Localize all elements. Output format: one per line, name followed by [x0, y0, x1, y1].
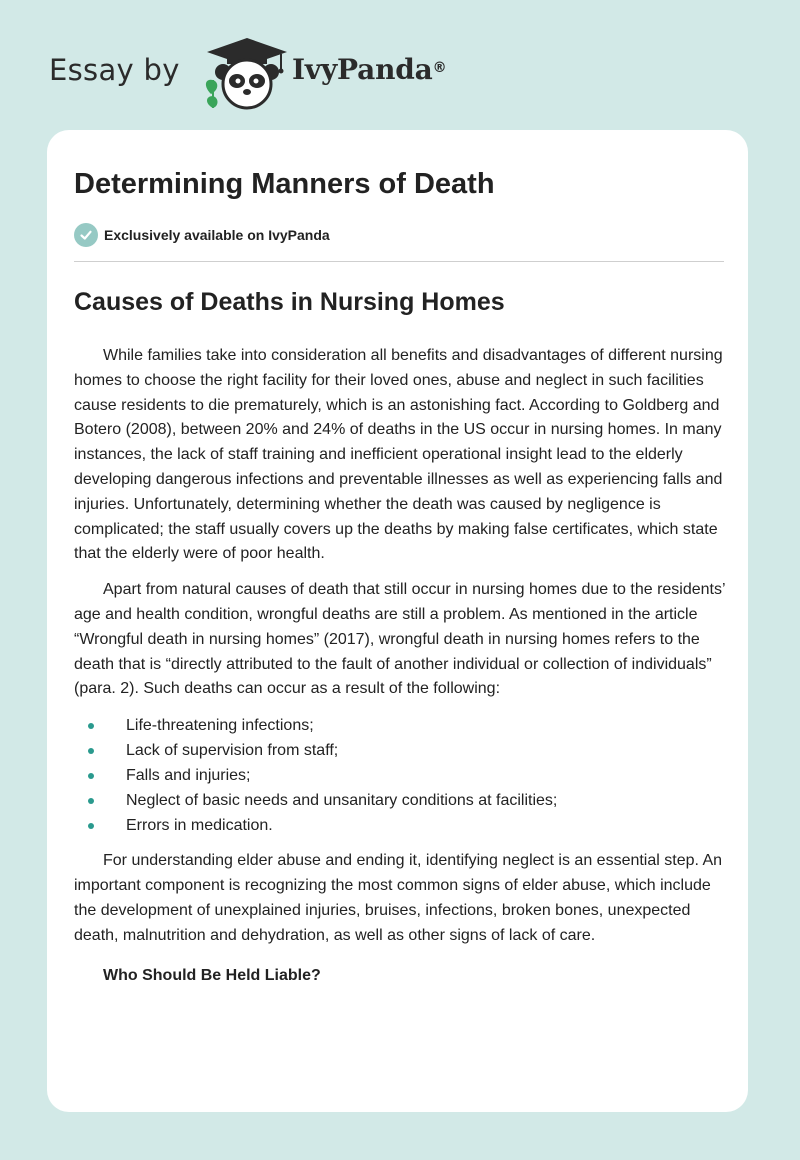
exclusive-badge: [74, 222, 330, 248]
brand-name-text: IvyPanda: [292, 53, 433, 86]
divider: [74, 261, 724, 262]
subheading: Who Should Be Held Liable?: [103, 967, 321, 985]
list-item: [74, 738, 726, 763]
section-heading: Causes of Deaths in Nursing Homes: [74, 288, 505, 316]
registered-mark: ®: [432, 60, 447, 76]
list-item-text: Life-threatening infections;: [126, 717, 314, 735]
article-body: [74, 344, 726, 989]
check-circle-icon: [74, 223, 98, 247]
bullet-icon: [88, 748, 94, 754]
bullet-icon: [88, 773, 94, 779]
bullet-list: [74, 713, 726, 838]
essay-card: [47, 130, 748, 1112]
list-item-text: Errors in medication.: [126, 817, 273, 835]
brand-prefix: Essay by: [49, 53, 180, 87]
list-item-text: Falls and injuries;: [126, 767, 251, 785]
site-header: [0, 0, 800, 130]
list-item: [74, 713, 726, 738]
paragraph: Apart from natural causes of death that still occur in nursing homes due to the residents’ age and health condition, wrongful deaths are still a problem. As mentioned in the article “Wrongful death in nursing homes” (2017), wrongful death in nursing homes refers to the death that is “directly attributed to the fault of another individual or collection of individuals” (para. 2). Such deaths can occur as a result of the following:: [74, 581, 725, 698]
bullet-icon: [88, 798, 94, 804]
paragraph: While families take into consideration all benefits and disadvantages of different nursing homes to choose the right facility for their loved ones, abuse and neglect in such facilities cause residents to die prematurely, which is an astonishing fact. According to Goldberg and Botero (2008), between 20% and 24% of deaths in the US occur in nursing homes. In many instances, the lack of staff training and inefficient operational insight lead to the elderly developing dangerous infections and preventable illnesses as well as experiencing falls and injuries. Unfortunately, determining whether the death was caused by negligence is complicated; the staff usually covers up the deaths by making false certificates, which state that the elderly were of poor health.: [74, 347, 723, 563]
bullet-icon: [88, 823, 94, 829]
list-item-text: Lack of supervision from staff;: [126, 742, 339, 760]
bullet-icon: [88, 723, 94, 729]
list-item-text: Neglect of basic needs and unsanitary conditions at facilities;: [126, 792, 558, 810]
brand-name[interactable]: [292, 52, 446, 88]
list-item: [74, 788, 726, 813]
list-item: [74, 763, 726, 788]
exclusive-label: Exclusively available on IvyPanda: [104, 227, 330, 243]
paragraph: For understanding elder abuse and ending it, identifying neglect is an essential step. An important component is recognizing the most common signs of elder abuse, which include the development of unexplained injuries, bruises, infections, broken bones, unexpected death, malnutrition and dehydration, as well as other signs of lack of care.: [74, 852, 723, 944]
list-item: [74, 813, 726, 838]
panda-graduate-icon[interactable]: [201, 36, 293, 110]
page-title: Determining Manners of Death: [74, 168, 495, 200]
